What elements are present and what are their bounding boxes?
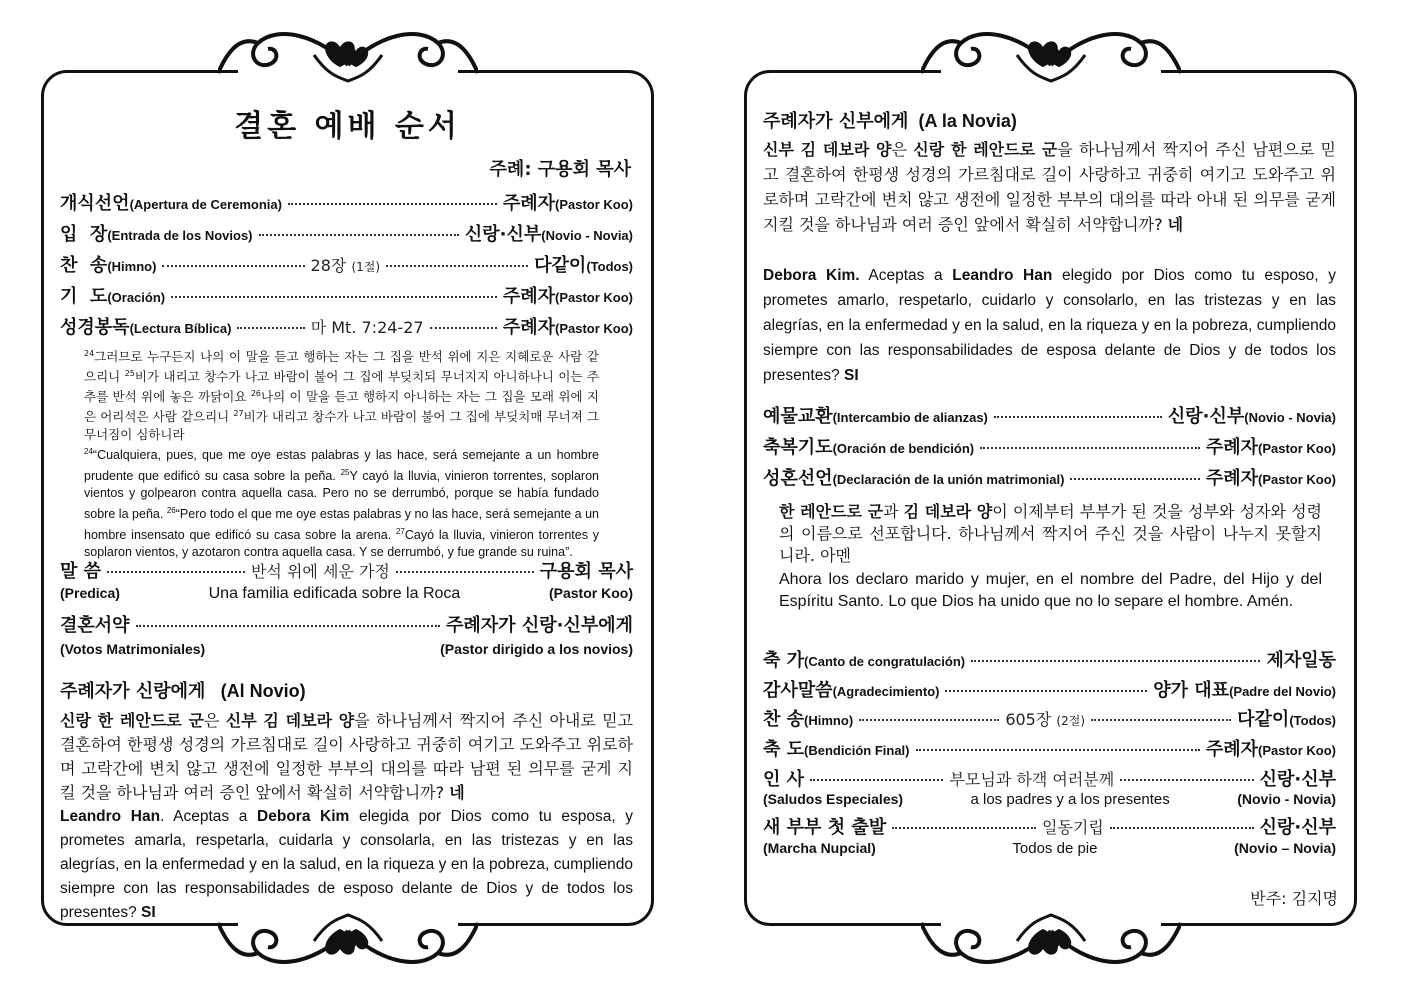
scripture-reference: 마 Mt. 7:24-27 <box>310 318 424 337</box>
verse-text: 나의 이 말을 듣고 행하지 아니하는 자는 그 집을 모래 위에 지은 어리석은 사람 같으리니 <box>84 389 599 425</box>
vow-text: 을 하나님께서 짝지어 주신 아내로 믿고 결혼하여 한평생 성경의 가르침대로 길이 사랑하고 귀중히 여기고 도와주고 위로하며 고락간에 변치 않고 생전에 일정한 부부의 대의를 따라 남편 된 의무를 굳게 지킬 것을 하나님과 여러 증인 앞에서 확실히 서약합니까? <box>60 711 634 802</box>
item-es: (Bendición Final) <box>804 743 910 758</box>
march-note: 일동기립 <box>1041 818 1104 837</box>
vow-answer: 네 <box>449 783 465 802</box>
leader-dots <box>892 827 1036 829</box>
leader-dots <box>810 779 943 781</box>
sermon-title: 반석 위에 세운 가정 <box>250 562 390 581</box>
item-ko: 축 도 <box>763 739 805 760</box>
greeting-row <box>763 765 1336 791</box>
bride-name: 신부 김 데보라 양 <box>763 140 892 159</box>
march-who-es: (Novio – Novia) <box>1234 840 1336 856</box>
item-es: (Himno) <box>107 259 157 274</box>
leader-dots <box>945 690 1147 692</box>
verse-number: 25 <box>124 369 135 379</box>
declaration-text: 이 이제부터 부부가 된 것을 성부와 성자와 성령의 이름으로 선포합니다. 하나님께서 짝지어 주신 것을 사람이 나누지 못할지니라. 아멘 <box>779 502 1323 565</box>
item-es: (Intercambio de alianzas) <box>832 410 988 425</box>
item-who-es: (Padre del Novio) <box>1229 684 1336 699</box>
leader-dots <box>259 234 459 236</box>
item-ko: 찬 송 <box>60 255 108 276</box>
right-page <box>744 70 1357 926</box>
leader-dots <box>1110 827 1254 829</box>
greeting-label-es: (Saludos Especiales) <box>763 791 904 807</box>
verse-number: 25 <box>340 467 350 477</box>
order-item <box>60 189 633 215</box>
order-item <box>763 464 1336 490</box>
hymn-verse: (2절) <box>1056 714 1085 728</box>
item-who: 주례자 <box>502 193 555 214</box>
item-who: 주례자 <box>1205 468 1258 489</box>
leader-dots <box>288 203 497 205</box>
item-who-es: (Novio - Novia) <box>1244 410 1336 425</box>
bride-vow-title-es: (A la Novia) <box>918 111 1017 131</box>
item-who: 주례자 <box>502 317 556 338</box>
leader-dots <box>1091 719 1231 721</box>
leader-dots <box>430 327 497 329</box>
order-item <box>763 433 1336 459</box>
bride-vow-korean <box>763 137 1336 237</box>
item-ko: 입 장 <box>60 224 108 245</box>
item-ko: 감사말씀 <box>763 680 833 701</box>
sermon-title-es: Una familia edificada sobre la Roca <box>208 585 461 602</box>
item-ko: 축 가 <box>763 650 805 671</box>
item-who-es: (Pastor Koo) <box>1258 472 1336 487</box>
order-item <box>763 402 1336 428</box>
groom-name: Leandro Han <box>952 267 1053 284</box>
order-item <box>60 220 633 246</box>
leader-dots <box>171 296 497 298</box>
verse-number: 24 <box>84 349 95 358</box>
leader-dots <box>237 327 304 329</box>
verse-number: 27 <box>395 527 405 537</box>
leader-dots <box>1120 779 1253 781</box>
item-who: 신랑·신부 <box>1167 406 1245 427</box>
item-es: (Apertura de Ceremonia) <box>129 197 282 212</box>
item-who: 주례자 <box>502 286 555 307</box>
bride-vow-title: 주례자가 신부에게 <box>763 111 909 132</box>
item-es: (Canto de congratulación) <box>804 654 966 669</box>
verse-text: 비가 내리고 창수가 나고 바람이 불어 그 집에 부딪치매 무너져 그 무너짐이 심하니라 <box>84 409 599 442</box>
vows-label-es: (Votos Matrimoniales) <box>60 641 206 657</box>
item-who-es: (Todos) <box>586 259 634 274</box>
order-item <box>763 646 1336 672</box>
item-ko: 성혼선언 <box>763 468 833 489</box>
greeting-row-es <box>763 791 1336 808</box>
order-item <box>60 282 633 308</box>
march-row <box>763 813 1336 839</box>
vow-answer: SI <box>141 904 156 921</box>
verse-number: 24 <box>84 446 93 456</box>
order-item <box>763 676 1336 702</box>
groom-vow-title-es: (Al Novio) <box>220 681 306 701</box>
hymn-number: 605장 <box>1005 710 1052 729</box>
vow-text: 은 <box>203 711 226 730</box>
leader-dots <box>136 625 440 627</box>
sermon-row <box>60 557 633 583</box>
item-es: (Himno) <box>804 713 854 728</box>
march-who: 신랑·신부 <box>1259 817 1337 838</box>
leader-dots <box>971 660 1260 662</box>
preacher-es: (Pastor Koo) <box>548 585 633 601</box>
item-es: (Entrada de los Novios) <box>107 228 253 243</box>
vows-row-es <box>60 641 633 657</box>
vow-text: elegida por Dios como tu esposa, y prometes amarla, respetarla, cuidarla y consolarla, en las tristezas y en las alegrías, en la enfermedad y en la salud, en la riqueza y en la pobreza, cumpliendo siempre con las responsabilidades de esposo delante de Dios y de todos los presentes? <box>60 808 633 921</box>
groom-vow-spanish <box>60 805 633 925</box>
groom-name: 한 레안드로 군 <box>779 502 884 521</box>
bride-name: 신부 김 데보라 양 <box>225 711 355 730</box>
order-item <box>60 251 633 277</box>
hymn-verse: (1절) <box>351 260 381 274</box>
march-row-es <box>763 840 1336 857</box>
item-who-es: (Pastor Koo) <box>555 321 634 336</box>
greeting-who: 신랑·신부 <box>1259 769 1337 790</box>
sermon-row-es <box>60 585 633 603</box>
item-who-es: (Novio - Novia) <box>541 228 633 243</box>
item-who: 주례자 <box>1205 437 1258 458</box>
page-title: 결혼 예배 순서 <box>234 109 461 144</box>
item-ko: 찬 송 <box>763 709 805 730</box>
verse-text: Y cayó la lluvia, vinieron torrentes, soplaron vientos y golpearon contra aquella casa. Pero no se derrumbó, porque se había fundado sobre la peña. <box>84 468 599 522</box>
item-es: (Oración) <box>107 290 166 305</box>
item-who-es: (Todos) <box>1289 713 1337 728</box>
ornament-top-icon <box>218 25 478 95</box>
leader-dots <box>162 265 304 267</box>
groom-name: 신랑 한 레안드로 군 <box>913 140 1058 159</box>
greeting-to-es: a los padres y a los presentes <box>970 791 1170 808</box>
bride-name: Debora Kim. <box>763 267 860 284</box>
vows-row <box>60 611 633 637</box>
item-ko: 축복기도 <box>763 437 833 458</box>
scripture-spanish <box>84 443 599 562</box>
scripture-korean <box>84 345 599 443</box>
leader-dots <box>107 571 245 573</box>
vows-who-es: (Pastor dirigido a los novios) <box>440 641 633 657</box>
item-who-es: (Pastor Koo) <box>555 197 633 212</box>
item-ko: 기 도 <box>60 286 108 307</box>
leader-dots <box>1070 478 1199 480</box>
leader-dots <box>396 571 534 573</box>
verse-number: 26 <box>250 389 261 399</box>
march-label-es: (Marcha Nupcial) <box>763 840 876 856</box>
verse-number: 26 <box>166 505 176 515</box>
verse-text: Cayó la lluvia, vinieron torrentes y soplaron vientos, y azotaron contra aquella casa. Y se derrumbó, y fue grande su ruina”. <box>84 528 600 560</box>
vow-text: . Aceptas a <box>160 808 258 825</box>
left-page <box>41 70 654 926</box>
vows-who: 주례자가 신랑·신부에게 <box>446 615 633 636</box>
preacher: 구용회 목사 <box>539 561 634 582</box>
item-who: 신랑·신부 <box>464 224 542 245</box>
vow-text: elegido por Dios como tu esposo, y prometes amarlo, respetarlo, cuidarlo y consolarlo, en las tristezas y en las alegrías, en la enfermedad y en la salud, en la riqueza y en la pobreza, cumpliendo siempre con las responsabilidades de esposa delante de Dios y de todos los presentes? <box>763 267 1336 384</box>
vow-text: 을 하나님께서 짝지어 주신 남편으로 믿고 결혼하여 한평생 성경의 가르침대로 길이 사랑하고 귀중히 여기고 도와주고 위로하며 고락간에 변치 않고 생전에 일정한 부부의 대의를 따라 아내 된 의무를 굳게 지킬 것을 하나님과 여러 증인 앞에서 확실히 서약합니까? <box>763 140 1337 234</box>
item-who: 주례자 <box>1205 739 1258 760</box>
vow-answer: 네 <box>1167 215 1184 234</box>
item-who: 다같이 <box>534 255 587 276</box>
item-who: 제자일동 <box>1266 650 1336 671</box>
item-es: (Oración de bendición) <box>832 441 975 456</box>
leader-dots <box>859 719 999 721</box>
declaration-text: 과 <box>883 502 904 521</box>
bride-vow-spanish <box>763 263 1336 388</box>
item-who-es: (Pastor Koo) <box>1258 441 1336 456</box>
item-es: (Declaración de la unión matrimonial) <box>832 472 1065 487</box>
verse-text: “Pero todo el que me oye estas palabras y no las hace, será semejante a un hombre insensato que edificó su casa sobre la arena. <box>84 507 599 543</box>
vow-text: 은 <box>891 140 914 159</box>
ornament-bottom-icon <box>921 901 1181 971</box>
leader-dots <box>386 265 528 267</box>
groom-name: 신랑 한 레안드로 군 <box>60 711 204 730</box>
verse-text: 그러므로 누구든지 나의 이 말을 듣고 행하는 자는 그 집을 반석 위에 지은 지혜로운 사람 같으리니 <box>84 349 599 385</box>
groom-vow-heading <box>60 677 635 703</box>
item-ko: 예물교환 <box>763 406 833 427</box>
item-es: (Agradecimiento) <box>832 684 940 699</box>
leader-dots <box>994 416 1162 418</box>
vow-text: Aceptas a <box>859 267 953 284</box>
item-who-es: (Pastor Koo) <box>555 290 633 305</box>
officiant: 주례: 구용회 목사 <box>489 159 631 180</box>
accompanist: 반주: 김지명 <box>1250 889 1338 908</box>
item-ko: 성경봉독 <box>60 317 130 338</box>
groom-name: Leandro Han <box>60 808 161 825</box>
sermon-label: 말 씀 <box>60 561 102 582</box>
item-who-es: (Pastor Koo) <box>1258 743 1336 758</box>
sermon-label-es: (Predica) <box>60 585 120 601</box>
groom-vow-title: 주례자가 신랑에게 <box>60 681 206 702</box>
bride-vow-heading <box>763 107 1338 133</box>
scripture-text <box>84 345 599 561</box>
groom-vow-korean <box>60 709 633 805</box>
hymn-number: 28장 <box>310 256 347 275</box>
vows-label: 결혼서약 <box>60 615 130 636</box>
vow-answer: SI <box>844 367 859 384</box>
leader-dots <box>916 749 1200 751</box>
greeting-who-es: (Novio - Novia) <box>1237 791 1336 807</box>
verse-number: 27 <box>233 409 244 419</box>
bride-name: 김 데보라 양 <box>903 502 993 521</box>
item-ko: 개식선언 <box>60 193 130 214</box>
declaration-spanish: Ahora los declaro marido y mujer, en el nombre del Padre, del Hijo y del Espíritu Santo. Lo que Dios ha unido que no lo separe el hombre. Amén. <box>779 571 1322 610</box>
item-es: (Lectura Bíblica) <box>129 321 232 336</box>
verse-text: “Cualquiera, pues, que me oye estas palabras y las hace, será semejante a un hombre prudente que edificó su casa sobre la peña. <box>84 447 599 483</box>
order-item <box>763 705 1336 731</box>
ornament-top-icon <box>921 25 1181 95</box>
declaration-korean <box>779 501 1322 567</box>
order-item <box>763 735 1336 761</box>
item-who: 양가 대표 <box>1153 680 1230 701</box>
leader-dots <box>980 447 1200 449</box>
greeting-label: 인 사 <box>763 769 805 790</box>
item-who: 다같이 <box>1237 709 1290 730</box>
march-note-es: Todos de pie <box>1012 840 1098 857</box>
order-item <box>60 313 633 339</box>
bride-name: Debora Kim <box>257 808 350 825</box>
greeting-to: 부모님과 하객 여러분께 <box>949 770 1115 789</box>
march-label: 새 부부 첫 출발 <box>763 817 887 838</box>
verse-text: 비가 내리고 창수가 나고 바람이 불어 그 집에 부딪치되 무너지지 아니하나니 이는 주추를 반석 위에 놓은 까닭이요 <box>84 369 600 405</box>
